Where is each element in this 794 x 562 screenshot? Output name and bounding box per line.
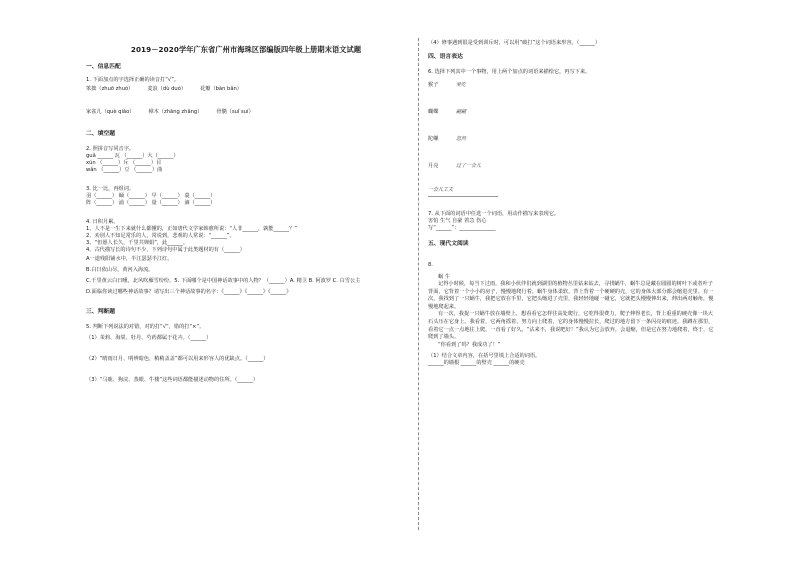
question-1: 1. 下面加点的字选择正确的读音打“√”。 (86, 77, 180, 83)
q4-option: B.白日依山尽，黄河入海流。 (86, 267, 154, 273)
section-heading: 一、信息匹配 (86, 64, 121, 70)
story-title: 蜗 牛 (438, 274, 451, 280)
q5-item: （3）“马鹿、狗浣、蒸眼、牛楼”这些词语都能描述动物的住所。（______） (86, 377, 259, 384)
q4-item: 3、“但愿人长久，千里共婵娟”，此______。 (86, 240, 189, 246)
story-paragraph: 记得小时候，每当下过雨，我和小伙伴们就到湖里的植物丛里钻来钻去，寻找蜗牛，蜗牛总是藏在圆圆的树叶下或者叶子背面，它背着一个小小的房子，慢慢地爬行着。蜗牛身体柔软，背上背着一个硬硬的壳，它的身体大部分都会缩进壳里。有一次，我找到了一只蜗牛，我把它放在手里，它把头缩进了壳里，我轻轻地碰一碰它，它就把头慢慢伸出来，伸出两对触角，慢慢地爬起来。 (428, 281, 714, 310)
word-pair (428, 136, 718, 143)
handwritten-word: 忽然 (456, 136, 467, 142)
q5-item: （1）茉莉、海棠、牡丹、芍药都属于花卉。（______） (86, 335, 212, 342)
question-3: 3. 比一比，再组词。 (86, 186, 135, 192)
story-paragraph: 有一次，我捉一只蜗牛放在墙壁上，想看看它怎样往高处爬行，它吃得很费力，爬子伸得老长，背上重重的硬壳像一块大石头压在它身上。我看着，它两角摇着，努力向上爬着，它的身体慢慢拉长，爬过的地方留下一条闪亮的痕迹。我蹲在那里，看着它一点一点地往上爬，一直看了好久。“沾来不，我说吧好！”我认为它会放弃，会退缩，但是它在努力地爬着，终于，它爬到了墙头。 (428, 311, 714, 341)
section-heading: 三、判断题 (86, 309, 115, 316)
pinyin-item: 花瓣（bàn bǎn） (200, 86, 242, 92)
q4-option: D.面临你读过哪些神话故事？请写出三个神话故事的名字：《______》《______》《______》 (86, 289, 292, 296)
q8-sub1-blanks: ______的墙根 ______的壁壳 ______的硬壳 (428, 360, 525, 367)
section-heading: 五、现代文阅读 (428, 241, 469, 247)
pinyin-row-1 (86, 86, 406, 93)
object-word: 蝴蝶 (428, 109, 439, 115)
q2-row: guǎ ______ 瓦 （______）大（______） (86, 153, 179, 159)
column-divider (418, 38, 420, 530)
question-4: 4. 日积月累。 (86, 219, 119, 225)
q4-option: C.千里黄云白日曛，北风吹雁雪纷纷。5. 下面哪个是中国神话故事中的人物？（______）A. 精卫 B. 阿波罗 C. 白雪公主 (86, 278, 361, 284)
word-pair (428, 163, 718, 170)
question-6: 6. 选择下列其中一个事物，用上两个加点的词语来描绘它，再写下来。 (428, 69, 591, 75)
left-column (86, 40, 406, 384)
word-pair (428, 109, 718, 116)
story-paragraph: “你看到了吗？我成功了！” (438, 341, 501, 348)
question-8: 8. (428, 262, 433, 268)
q7-words: 害怕 生气 自豪 着急 伤心 (428, 218, 487, 224)
q4-option: A一道残阳铺水中，半江瑟瑟半江红。 (86, 256, 173, 262)
right-column (428, 40, 718, 367)
q4-item: 2、劝别人不知足常乐的人，常说到，悲观的人常说：“______”。 (86, 233, 235, 239)
word-pair (428, 82, 718, 89)
handwritten-note: 一会儿工夫 (428, 187, 454, 193)
object-word: 猴子 (428, 82, 439, 88)
pinyin-item: 家雀儿（què qiǎo） (86, 109, 135, 115)
pinyin-row-2 (86, 109, 406, 116)
q2-row: xún （______）斥 （______）目 (86, 160, 162, 166)
pinyin-item: 樟木（zhāng zhǎng） (148, 109, 203, 115)
q8-sub1: （1）结合文章内容，在括号里填上合适的词语。 (428, 353, 541, 360)
exam-title: 2019－2020学年广东省广州市海珠区部编版四年级上册期末语文试题 (130, 45, 362, 54)
pinyin-item: 麦浪（dù duó） (147, 86, 187, 92)
question-5: 5. 判断下列说法的对错，对的打“√”，错的打“×”。 (86, 324, 205, 331)
section-heading: 四、语言表达 (428, 54, 463, 60)
handwritten-word: 翩翩 (456, 109, 467, 115)
q4-item: 4、古代描写长的诗句不少，下列诗句中属于此类题材的有（______） (86, 247, 245, 253)
handwritten-word: 过了一会儿 (456, 163, 482, 169)
pinyin-item: 笨拙（zhuō zhuó） (86, 86, 134, 92)
section-heading: 二、填空题 (86, 131, 115, 137)
object-word: 陀螺 (428, 136, 439, 142)
q2-row: wǎn （______）豆 （______）曲 (86, 167, 163, 173)
q3-row: 羽（______） 蛹（______） 早（______） 蓑（______） (86, 193, 216, 199)
question-7: 7. 从下面的词语中任选一个词语，用动作描写来表现它。 (428, 211, 560, 217)
handwritten-word: 爱吃 (456, 82, 467, 88)
pinyin-item: 骨髓（suǐ suí） (216, 109, 254, 115)
answer-line (428, 196, 498, 197)
q4-item: 1、人不是一生下来就什么都懂的，正如唐代文学家韩愈所说：“人非______，孰能______？” (86, 226, 297, 232)
q7-answer: 写“______”： ______________ (428, 225, 496, 231)
q3-row: 阵（______） 浦（______） 量（______） 滴（______） (86, 200, 216, 206)
question-2: 2. 照拼音写同音字。 (86, 146, 135, 152)
q5-item: （2）“晴雨日月、明辨暗色，稍稍盖盖”都可以用来形容人的优缺点。（______） (86, 356, 269, 363)
q5-item-4: （4）修事遇到很是受到训斥时，可以用“破打”这个词语来形容。（______） (428, 40, 601, 46)
object-word: 月亮 (428, 163, 439, 169)
